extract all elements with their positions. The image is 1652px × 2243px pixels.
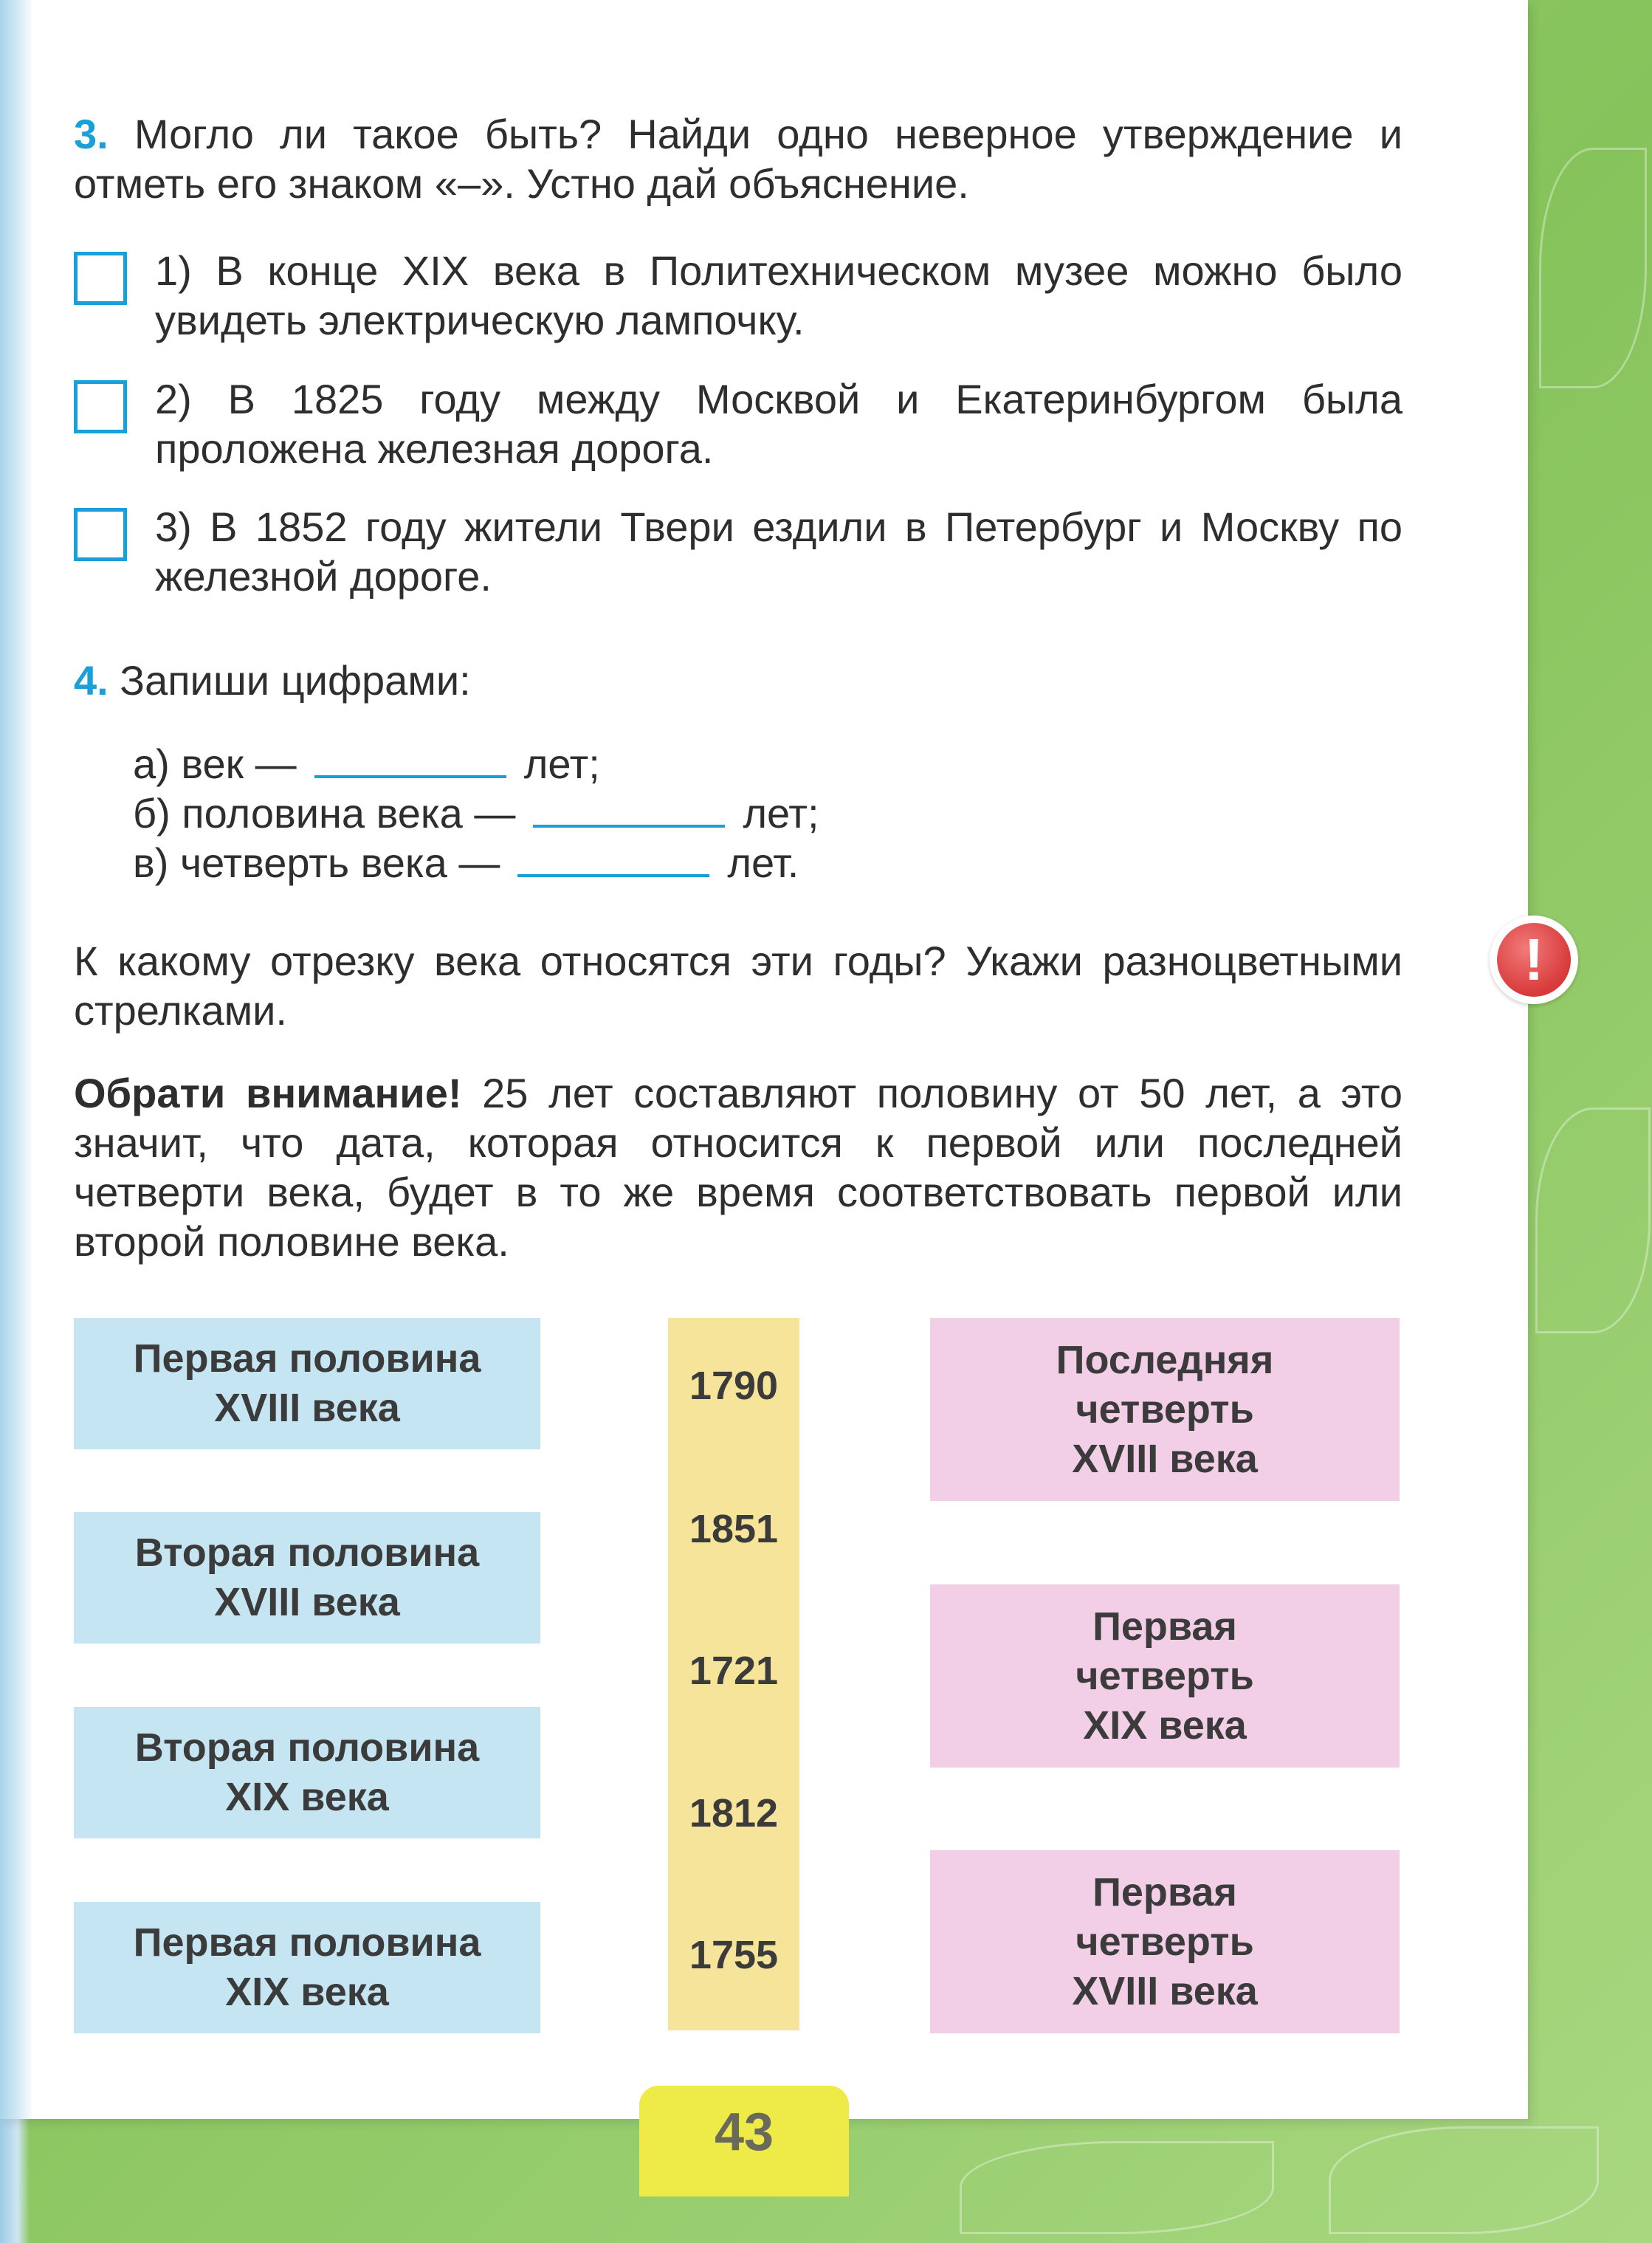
right-box-3[interactable]: Первая четверть XVIII века [930,1850,1400,2033]
fill-item-c [133,837,1166,887]
left-box-2[interactable]: Вторая половина XVIII века [74,1512,540,1643]
left-box-4[interactable]: Первая половина XIX века [74,1902,540,2033]
leaf-decoration [960,2141,1274,2234]
page-number: 43 [714,2103,774,2162]
exclamation-mark: ! [1497,923,1571,997]
statement-3-checkbox[interactable] [74,508,127,561]
task3-number: 3. [74,111,109,157]
task4-note [74,1068,1403,1266]
fill-item-b-label: б) половина века — [133,790,516,837]
fill-item-a [133,738,1166,789]
note-text: 25 лет составляют половину от 50 лет, а это значит, что дата, которая относится к первой или последней четверти века, будет в то же время соответствовать первой или второй половине века. [74,1070,1403,1265]
fill-item-c-unit: лет. [727,839,799,886]
page-binding-shade [0,0,34,2119]
exclamation-icon [1490,916,1578,1004]
task4-prompt [74,656,1403,705]
fill-item-b [133,788,1166,838]
statement-1-text: 1) В конце XIX века в Политехническом музее можно было увидеть электрическую лампочку. [155,247,1403,343]
year-1790[interactable]: 1790 [689,1364,779,1408]
statement-1-checkbox[interactable] [74,252,127,305]
right-box-1[interactable]: Последняя четверть XVIII века [930,1318,1400,1501]
task4-question: К какому отрезку века относятся эти годы? Укажи разноцветными стрелками. [74,938,1403,1034]
task3-prompt [74,109,1403,208]
leaf-decoration [1539,148,1647,388]
left-box-1[interactable]: Первая половина XVIII века [74,1318,540,1449]
year-1812[interactable]: 1812 [689,1791,779,1835]
fill-blank-c[interactable] [517,837,709,877]
task4-prompt-text: Запиши цифрами: [120,657,471,704]
left-box-3[interactable]: Вторая половина XIX века [74,1707,540,1838]
right-box-2[interactable]: Первая четверть XIX века [930,1584,1400,1768]
note-bold: Обрати внимание! [74,1070,462,1116]
year-1755[interactable]: 1755 [689,1933,779,1977]
year-1851[interactable]: 1851 [689,1507,779,1551]
leaf-decoration [1329,2126,1599,2234]
task4-number: 4. [74,657,109,704]
fill-item-b-unit: лет; [743,790,819,837]
fill-blank-a[interactable] [314,738,506,778]
year-1721[interactable]: 1721 [689,1649,779,1693]
statement-2-text: 2) В 1825 году между Москвой и Екатеринбургом была проложена железная дорога. [155,376,1403,472]
statement-3-text: 3) В 1852 году жители Твери ездили в Петербург и Москву по железной дороге. [155,504,1403,600]
page-number-tab [639,2086,849,2196]
fill-item-a-label: а) век — [133,741,297,787]
leaf-decoration [1535,1107,1651,1333]
task3-prompt-text: Могло ли такое быть? Найди одно неверное утверждение и отметь его знаком «–». Устно дай объяснение. [74,111,1403,207]
fill-item-c-label: в) четверть века — [133,839,500,886]
statement-2-checkbox[interactable] [74,380,127,433]
fill-blank-b[interactable] [533,788,725,828]
fill-item-a-unit: лет; [523,741,600,787]
